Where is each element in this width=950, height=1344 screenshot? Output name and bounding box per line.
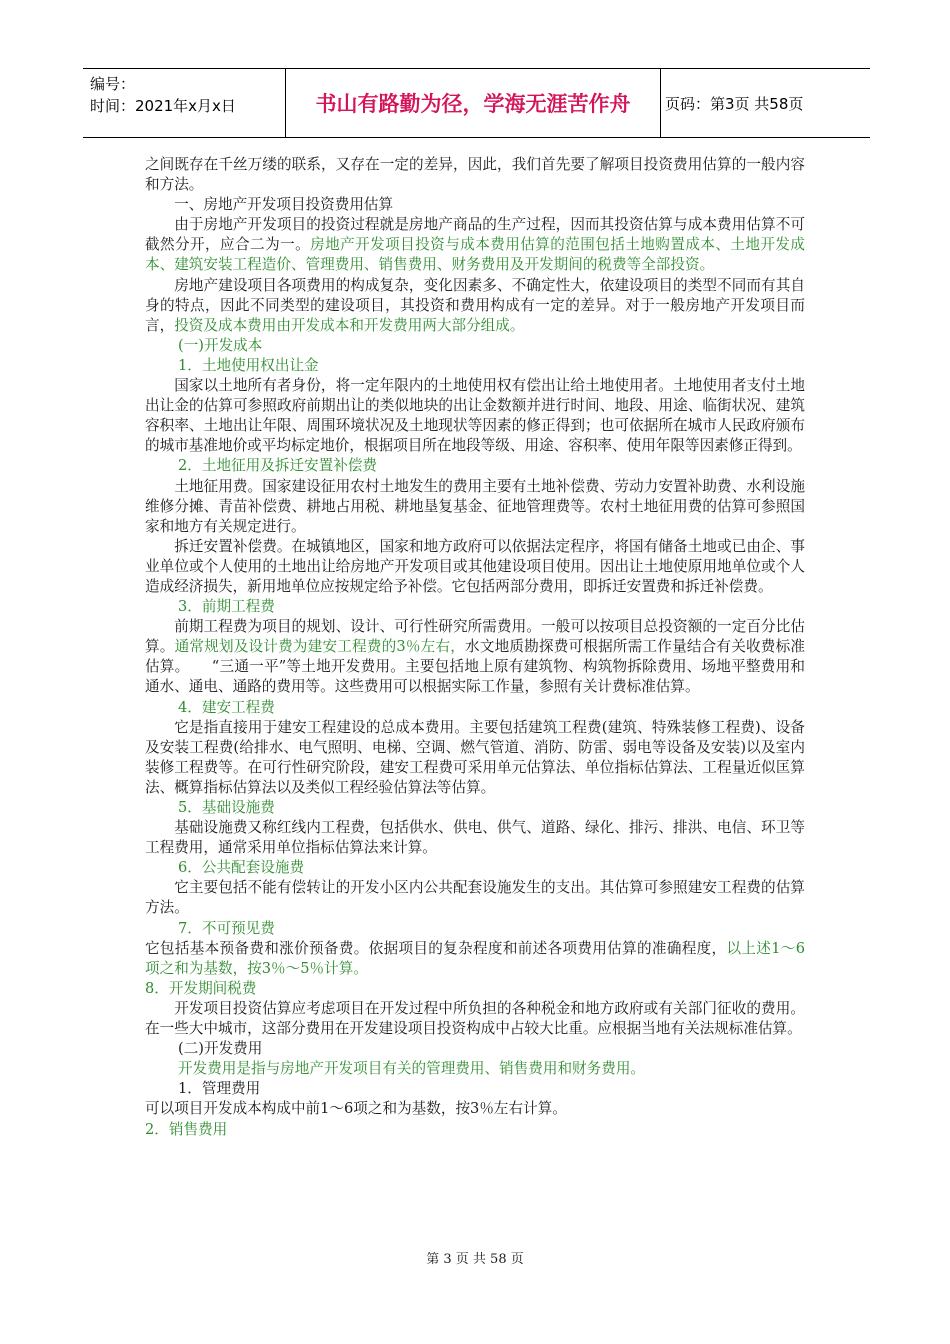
paragraph: 土地征用费。国家建设征用农村土地发生的费用主要有土地补偿费、劳动力安置补助费、水利设施维修分摊、青苗补偿费、耕地占用税、耕地垦复基金、征地管理费等。农村土地征用费的估算可参照国家和地方有关规定进行。 [145,477,805,535]
paragraph: 开发项目投资估算应考虑项目在开发过程中所负担的各种税金和地方政府或有关部门征收的费用。在一些大中城市，这部分费用在开发建设项目投资构成中占较大比重。应根据当地有关法规标准估算。 [145,999,805,1038]
item-heading: 2．销售费用 [145,1120,228,1138]
item-heading: 6．公共配套设施费 [178,859,305,877]
code-label: 编号： [90,75,136,93]
paragraph [145,215,805,275]
highlighted-text: 房地产开发项目投资与成本费用估算的范围包括土地购置成本、土地开发成本、建筑安装工程造价、管理费用、销售费用、财务费用及开发期间的税费等全部投资。 [145,236,805,274]
item-heading: 1．管理费用 [178,1080,261,1098]
page-header [83,68,870,138]
paragraph-text: 水文地质勘探费可根据所需工作量结合有关收费标准估算。 “三通一平”等土地开发费用。主要包括地上原有建筑物、构筑物拆除费用、场地平整费用和通水、通电、通路的费用等。这些费用可以根据实际工作量，参照有关计费标准估算。 [145,638,805,696]
section-heading: 一、房地产开发项目投资费用估算 [174,196,394,214]
paragraph: 它是指直接用于建安工程建设的总成本费用。主要包括建筑工程费(建筑、特殊装修工程费)、设备及安装工程费(给排水、电气照明、电梯、空调、燃气管道、消防、防雷、弱电等设备及安装)以及室内装修工程费等。在可行性研究阶段，建安工程费可采用单元估算法、单位指标估算法、工程量近似匡算法、概算指标估算法以及类似工程经验估算法等估算。 [145,718,805,796]
highlighted-text: 投资及成本费用由开发成本和开发费用两大部分组成。 [174,316,525,334]
paragraph: 可以项目开发成本构成中前1～6项之和为基数，按3％左右计算。 [145,1100,567,1118]
document-body [145,155,805,1140]
highlighted-text: 通常规划及设计费为建安工程费的3％左右， [174,638,466,656]
paragraph [145,939,805,979]
subsection-heading: (二)开发费用 [178,1040,263,1058]
header-meta [90,73,280,117]
item-heading: 8．开发期间税费 [145,979,257,997]
paragraph [145,276,805,336]
item-heading: 4．建安工程费 [178,698,275,716]
highlighted-text: 以上述1～6项之和为基数，按3％～5％计算。 [145,939,805,977]
item-heading: 1．土地使用权出让金 [178,356,319,374]
paragraph-text: 前期工程费为项目的规划、设计、可行性研究所需费用。一般可以按项目总投资额的一定百分比估算。 [145,618,805,656]
paragraph-text: 由于房地产开发项目的投资过程就是房地产商品的生产过程，因而其投资估算与成本费用估算不可截然分开，应合二为一。 [145,216,805,254]
header-motto-box [285,68,661,138]
paragraph: 之间既存在千丝万缕的联系，又存在一定的差异，因此，我们首先要了解项目投资费用估算的一般内容和方法。 [145,156,805,194]
item-heading: 7．不可预见费 [178,919,275,937]
paragraph: 开发费用是指与房地产开发项目有关的管理费用、销售费用和财务费用。 [178,1060,646,1078]
paragraph [145,617,805,697]
item-heading: 5．基础设施费 [178,799,275,816]
time-label: 时间：2021年x月x日 [90,97,236,115]
header-page-number [665,69,870,137]
paragraph: 国家以土地所有者身份，将一定年限内的土地使用权有偿出让给土地使用者。土地使用者支付土地出让金的估算可参照政府前期出让的类似地块的出让金数额并进行时间、地段、用途、临街状况、建筑容积率、土地出让年限、周围环境状况及土地现状等因素的修正得到；也可依据所在城市人民政府颁布的城市基准地价或平均标定地价，根据项目所在地段等级、用途、容积率、使用年限等因素修正得到。 [145,377,805,455]
page-footer [0,1248,950,1267]
motto-text: 书山有路勤为径，学海无涯苦作舟 [315,92,631,116]
item-heading: 2．土地征用及拆迁安置补偿费 [178,457,378,475]
footer-page-number: 第 3 页 共 58 页 [426,1252,524,1267]
paragraph-text: 它包括基本预备费和涨价预备费。依据项目的复杂程度和前述各项费用估算的准确程度， [145,939,727,957]
item-heading: 3．前期工程费 [178,598,275,616]
paragraph: 拆迁安置补偿费。在城镇地区，国家和地方政府可以依据法定程序，将国有储备土地或已由企、事业单位或个人使用的土地出让给房地产开发项目或其他建设项目使用。因出让土地使原用地单位或个人造成经济损失，新用地单位应按规定给予补偿。它包括两部分费用，即拆迁安置费和拆迁补偿费。 [145,537,805,595]
paragraph-text: 房地产建设项目各项费用的构成复杂，变化因素多、不确定性大，依建设项目的类型不同而有其自身的特点，因此不同类型的建设项目，其投资和费用构成有一定的差异。对于一般房地产开发项目而言， [145,276,805,334]
subsection-heading: (一)开发成本 [178,336,263,354]
page-label: 页码：第3页 共58页 [665,94,804,113]
paragraph: 基础设施费又称红线内工程费，包括供水、供电、供气、道路、绿化、排污、排洪、电信、环卫等工程费用，通常采用单位指标估算法来计算。 [145,819,805,857]
paragraph: 它主要包括不能有偿转让的开发小区内公共配套设施发生的支出。其估算可参照建安工程费的估算方法。 [145,879,805,917]
